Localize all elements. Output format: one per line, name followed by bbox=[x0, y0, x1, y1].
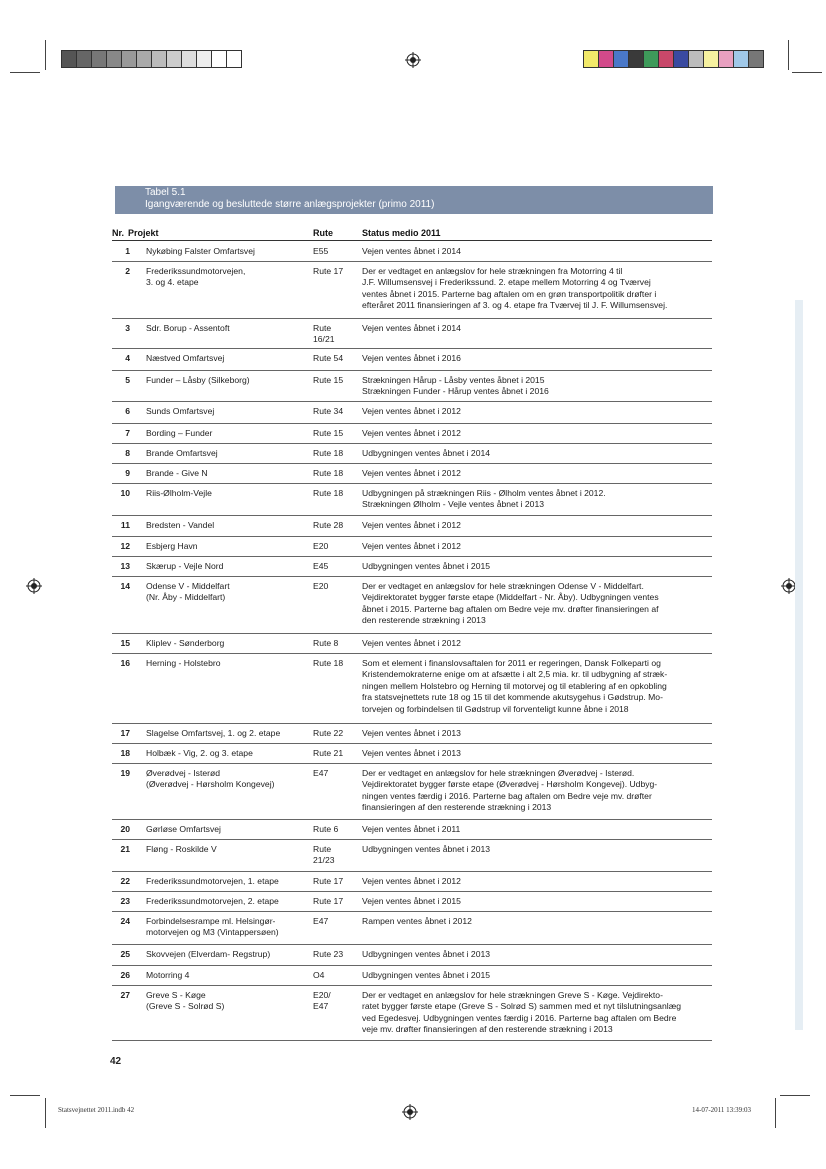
row-status: Rampen ventes åbnet i 2012 bbox=[362, 916, 472, 926]
table-label: Tabel 5.1 bbox=[145, 187, 186, 198]
row-status: Vejen ventes åbnet i 2012 bbox=[362, 541, 461, 551]
row-project: Sunds Omfartsvej bbox=[146, 406, 215, 416]
row-separator bbox=[112, 423, 712, 424]
row-separator bbox=[112, 463, 712, 464]
grayscale-bar bbox=[61, 50, 241, 68]
row-separator bbox=[112, 1040, 712, 1041]
row-separator bbox=[112, 401, 712, 402]
row-status: Vejen ventes åbnet i 2012 bbox=[362, 468, 461, 478]
row-separator bbox=[112, 891, 712, 892]
row-separator bbox=[112, 443, 712, 444]
page-number: 42 bbox=[110, 1056, 122, 1067]
row-status: Vejen ventes åbnet i 2013 bbox=[362, 748, 461, 758]
row-status: Udbygningen ventes åbnet i 2015 bbox=[362, 970, 491, 980]
row-route: Rute 6 bbox=[313, 824, 339, 834]
row-status: Vejen ventes åbnet i 2012 bbox=[362, 406, 461, 416]
row-route: E55 bbox=[313, 246, 329, 256]
row-separator bbox=[112, 633, 712, 634]
row-route: Rute 18 bbox=[313, 448, 344, 458]
row-project: Riis-Ølholm-Vejle bbox=[146, 488, 212, 498]
row-route: Rute 15 bbox=[313, 428, 344, 438]
row-route: Rute 17 bbox=[313, 876, 344, 886]
row-status: Der er vedtaget en anlægslov for hele strækningen fra Motorring 4 til J.F. Willumsensvej i Frederikssund. 2. etape mellem Motorring 4 og Tværvej ventes åbnet i 2015. Parterne bag aftalen om en grøn transportpolitik drøfter i efteråret 2011 finansieringen af 3. og 4. etape fra Tværvej til J. F. Willumsensvej. bbox=[362, 266, 668, 311]
row-number: 6 bbox=[125, 406, 130, 416]
row-status: Strækningen Hårup - Låsby ventes åbnet i 2015 Strækningen Funder - Hårup ventes åbnet i 2016 bbox=[362, 375, 549, 397]
row-project: Gørløse Omfartsvej bbox=[146, 824, 221, 834]
row-project: Esbjerg Havn bbox=[146, 541, 198, 551]
row-number: 3 bbox=[125, 323, 130, 333]
row-project: Øverødvej - Isterød (Øverødvej - Hørsholm Kongevej) bbox=[146, 768, 275, 790]
crop-mark bbox=[792, 72, 822, 73]
row-separator bbox=[112, 653, 712, 654]
row-separator bbox=[112, 819, 712, 820]
row-status: Som et element i finanslovsaftalen for 2011 er regeringen, Dansk Folkeparti og Kristendemokraterne enige om at afsætte i alt 2,5 mia. kr. til udbygning af stræk- ningen mellem Holstebro og Herning til motorvej og til etablering af en opkobling fra statsvejnettets rute 18 og 15 til det kommende akutsygehus i Gødstrup. Mo- torvejen og forbindelsen til Gødstrup vil forventeligt kunne åbne i 2018 bbox=[362, 658, 668, 714]
row-project: Skærup - Vejle Nord bbox=[146, 561, 224, 571]
row-number: 16 bbox=[120, 658, 130, 668]
row-status: Udbygningen ventes åbnet i 2015 bbox=[362, 561, 491, 571]
row-route: E47 bbox=[313, 916, 329, 926]
row-project: Odense V - Middelfart (Nr. Åby - Middelfart) bbox=[146, 581, 230, 603]
row-number: 18 bbox=[120, 748, 130, 758]
row-status: Der er vedtaget en anlægslov for hele strækningen Odense V - Middelfart. Vejdirektoratet bygger første etape (Middelfart - Nr. Åby). Udbygningen ventes åbnet i 2015. Parterne bag aftalen om Bedre veje mv. drøfter finansieringen af den resterende strækning i 2013 bbox=[362, 581, 659, 626]
row-status: Vejen ventes åbnet i 2013 bbox=[362, 728, 461, 738]
row-project: Bredsten - Vandel bbox=[146, 520, 215, 530]
row-project: Fløng - Roskilde V bbox=[146, 844, 217, 854]
row-number: 22 bbox=[120, 876, 130, 886]
row-status: Der er vedtaget en anlægslov for hele strækningen Øverødvej - Isterød. Vejdirektoratet bygger første etape (Øverødvej - Hørsholm Kongevej). Udbyg- ningen ventes færdig i 2016. Parterne bag aftalen om Bedre veje mv. drøfter finansieringen af den resterende strækning i 2013 bbox=[362, 768, 658, 813]
row-project: Greve S - Køge (Greve S - Solrød S) bbox=[146, 990, 225, 1012]
row-route: Rute 15 bbox=[313, 375, 344, 385]
table-caption bbox=[115, 186, 713, 214]
row-project: Sdr. Borup - Assentoft bbox=[146, 323, 230, 333]
footer-filename: Statsvejnettet 2011.indb 42 bbox=[58, 1106, 135, 1114]
row-number: 25 bbox=[120, 949, 130, 959]
crop-mark bbox=[45, 1098, 46, 1128]
table-title: Igangværende og besluttede større anlægsprojekter (primo 2011) bbox=[145, 199, 435, 210]
row-route: E20 bbox=[313, 541, 329, 551]
row-number: 12 bbox=[120, 541, 130, 551]
row-separator bbox=[112, 944, 712, 945]
row-number: 21 bbox=[120, 844, 130, 854]
row-number: 23 bbox=[120, 896, 130, 906]
row-project: Brande - Give N bbox=[146, 468, 208, 478]
row-separator bbox=[112, 911, 712, 912]
row-route: Rute 21 bbox=[313, 748, 344, 758]
row-number: 4 bbox=[125, 353, 130, 363]
row-project: Motorring 4 bbox=[146, 970, 190, 980]
row-project: Bording – Funder bbox=[146, 428, 213, 438]
crop-mark bbox=[788, 40, 789, 70]
row-number: 7 bbox=[125, 428, 130, 438]
row-number: 14 bbox=[120, 581, 130, 591]
row-number: 19 bbox=[120, 768, 130, 778]
row-number: 20 bbox=[120, 824, 130, 834]
color-bar bbox=[583, 50, 763, 68]
row-separator bbox=[112, 536, 712, 537]
row-status: Vejen ventes åbnet i 2015 bbox=[362, 896, 461, 906]
row-separator bbox=[112, 763, 712, 764]
row-status: Vejen ventes åbnet i 2012 bbox=[362, 520, 461, 530]
row-project: Slagelse Omfartsvej, 1. og 2. etape bbox=[146, 728, 281, 738]
row-number: 9 bbox=[125, 468, 130, 478]
row-separator bbox=[112, 370, 712, 371]
row-number: 26 bbox=[120, 970, 130, 980]
row-status: Vejen ventes åbnet i 2014 bbox=[362, 323, 461, 333]
row-project: Forbindelsesrampe ml. Helsingør- motorvejen og M3 (Vintappersøen) bbox=[146, 916, 279, 938]
column-header-rute: Rute bbox=[313, 228, 333, 238]
row-number: 13 bbox=[120, 561, 130, 571]
row-route: E20/ E47 bbox=[313, 990, 331, 1012]
row-separator bbox=[112, 985, 712, 986]
row-route: Rute 17 bbox=[313, 266, 344, 276]
row-separator bbox=[112, 723, 712, 724]
crop-mark bbox=[780, 1095, 810, 1096]
row-status: Vejen ventes åbnet i 2012 bbox=[362, 638, 461, 648]
row-status: Udbygningen ventes åbnet i 2013 bbox=[362, 844, 491, 854]
row-number: 11 bbox=[120, 520, 130, 530]
row-route: Rute 21/23 bbox=[313, 844, 335, 866]
row-route: E20 bbox=[313, 581, 329, 591]
row-project: Funder – Låsby (Silkeborg) bbox=[146, 375, 250, 385]
row-status: Vejen ventes åbnet i 2014 bbox=[362, 246, 461, 256]
crop-mark bbox=[10, 72, 40, 73]
row-separator bbox=[112, 576, 712, 577]
row-separator bbox=[112, 965, 712, 966]
crop-mark bbox=[10, 1095, 40, 1096]
row-number: 1 bbox=[125, 246, 130, 256]
row-separator bbox=[112, 348, 712, 349]
registration-mark-icon bbox=[402, 1104, 418, 1120]
column-header-projekt: Projekt bbox=[128, 228, 159, 238]
row-project: Herning - Holstebro bbox=[146, 658, 221, 668]
row-route: Rute 16/21 bbox=[313, 323, 335, 345]
row-route: Rute 22 bbox=[313, 728, 344, 738]
row-route: Rute 28 bbox=[313, 520, 344, 530]
row-number: 24 bbox=[120, 916, 130, 926]
row-route: E45 bbox=[313, 561, 329, 571]
row-project: Brande Omfartsvej bbox=[146, 448, 218, 458]
row-status: Der er vedtaget en anlægslov for hele strækningen Greve S - Køge. Vejdirekto- ratet bygger første etape (Greve S - Solrød S) sammen med et nyt tilslutningsanlæg ved Egedesvej. Udbygningen ventes færdig i 2016. Parterne bag aftalen om Bedre veje mv. drøfter finansieringen af den resterende strækning i 2013 bbox=[362, 990, 682, 1035]
column-header-status: Status medio 2011 bbox=[362, 228, 441, 238]
crop-mark bbox=[45, 40, 46, 70]
column-header-nr: Nr. bbox=[112, 228, 125, 238]
row-project: Skovvejen (Elverdam- Regstrup) bbox=[146, 949, 271, 959]
header-rule bbox=[112, 240, 712, 241]
row-route: Rute 18 bbox=[313, 468, 344, 478]
row-number: 27 bbox=[120, 990, 130, 1000]
side-margin-strip bbox=[795, 300, 803, 1030]
row-status: Vejen ventes åbnet i 2011 bbox=[362, 824, 461, 834]
row-separator bbox=[112, 483, 712, 484]
row-number: 15 bbox=[120, 638, 130, 648]
row-route: Rute 54 bbox=[313, 353, 344, 363]
row-number: 2 bbox=[125, 266, 130, 276]
row-project: Frederikssundmotorvejen, 1. etape bbox=[146, 876, 279, 886]
footer-timestamp: 14-07-2011 13:39:03 bbox=[692, 1106, 752, 1114]
row-route: Rute 18 bbox=[313, 488, 344, 498]
row-number: 10 bbox=[120, 488, 130, 498]
row-route: Rute 34 bbox=[313, 406, 344, 416]
row-separator bbox=[112, 318, 712, 319]
row-route: E47 bbox=[313, 768, 329, 778]
row-route: Rute 18 bbox=[313, 658, 344, 668]
row-status: Vejen ventes åbnet i 2016 bbox=[362, 353, 461, 363]
crop-mark bbox=[775, 1098, 776, 1128]
row-project: Frederikssundmotorvejen, 2. etape bbox=[146, 896, 279, 906]
row-status: Vejen ventes åbnet i 2012 bbox=[362, 876, 461, 886]
row-separator bbox=[112, 556, 712, 557]
row-route: Rute 23 bbox=[313, 949, 344, 959]
row-route: Rute 17 bbox=[313, 896, 344, 906]
row-separator bbox=[112, 871, 712, 872]
row-route: Rute 8 bbox=[313, 638, 339, 648]
row-separator bbox=[112, 515, 712, 516]
row-number: 17 bbox=[120, 728, 130, 738]
row-separator bbox=[112, 743, 712, 744]
row-separator bbox=[112, 839, 712, 840]
row-project: Næstved Omfartsvej bbox=[146, 353, 225, 363]
row-project: Kliplev - Sønderborg bbox=[146, 638, 225, 648]
row-route: O4 bbox=[313, 970, 325, 980]
row-separator bbox=[112, 261, 712, 262]
row-status: Udbygningen på strækningen Riis - Ølholm ventes åbnet i 2012. Strækningen Ølholm - Vejle ventes åbnet i 2013 bbox=[362, 488, 606, 510]
row-number: 8 bbox=[125, 448, 130, 458]
row-project: Nykøbing Falster Omfartsvej bbox=[146, 246, 255, 256]
row-project: Holbæk - Vig, 2. og 3. etape bbox=[146, 748, 253, 758]
row-status: Vejen ventes åbnet i 2012 bbox=[362, 428, 461, 438]
registration-mark-icon bbox=[405, 52, 421, 68]
row-number: 5 bbox=[125, 375, 130, 385]
row-project: Frederikssundmotorvejen, 3. og 4. etape bbox=[146, 266, 246, 288]
row-status: Udbygningen ventes åbnet i 2013 bbox=[362, 949, 491, 959]
row-status: Udbygningen ventes åbnet i 2014 bbox=[362, 448, 491, 458]
registration-mark-icon bbox=[26, 578, 42, 594]
